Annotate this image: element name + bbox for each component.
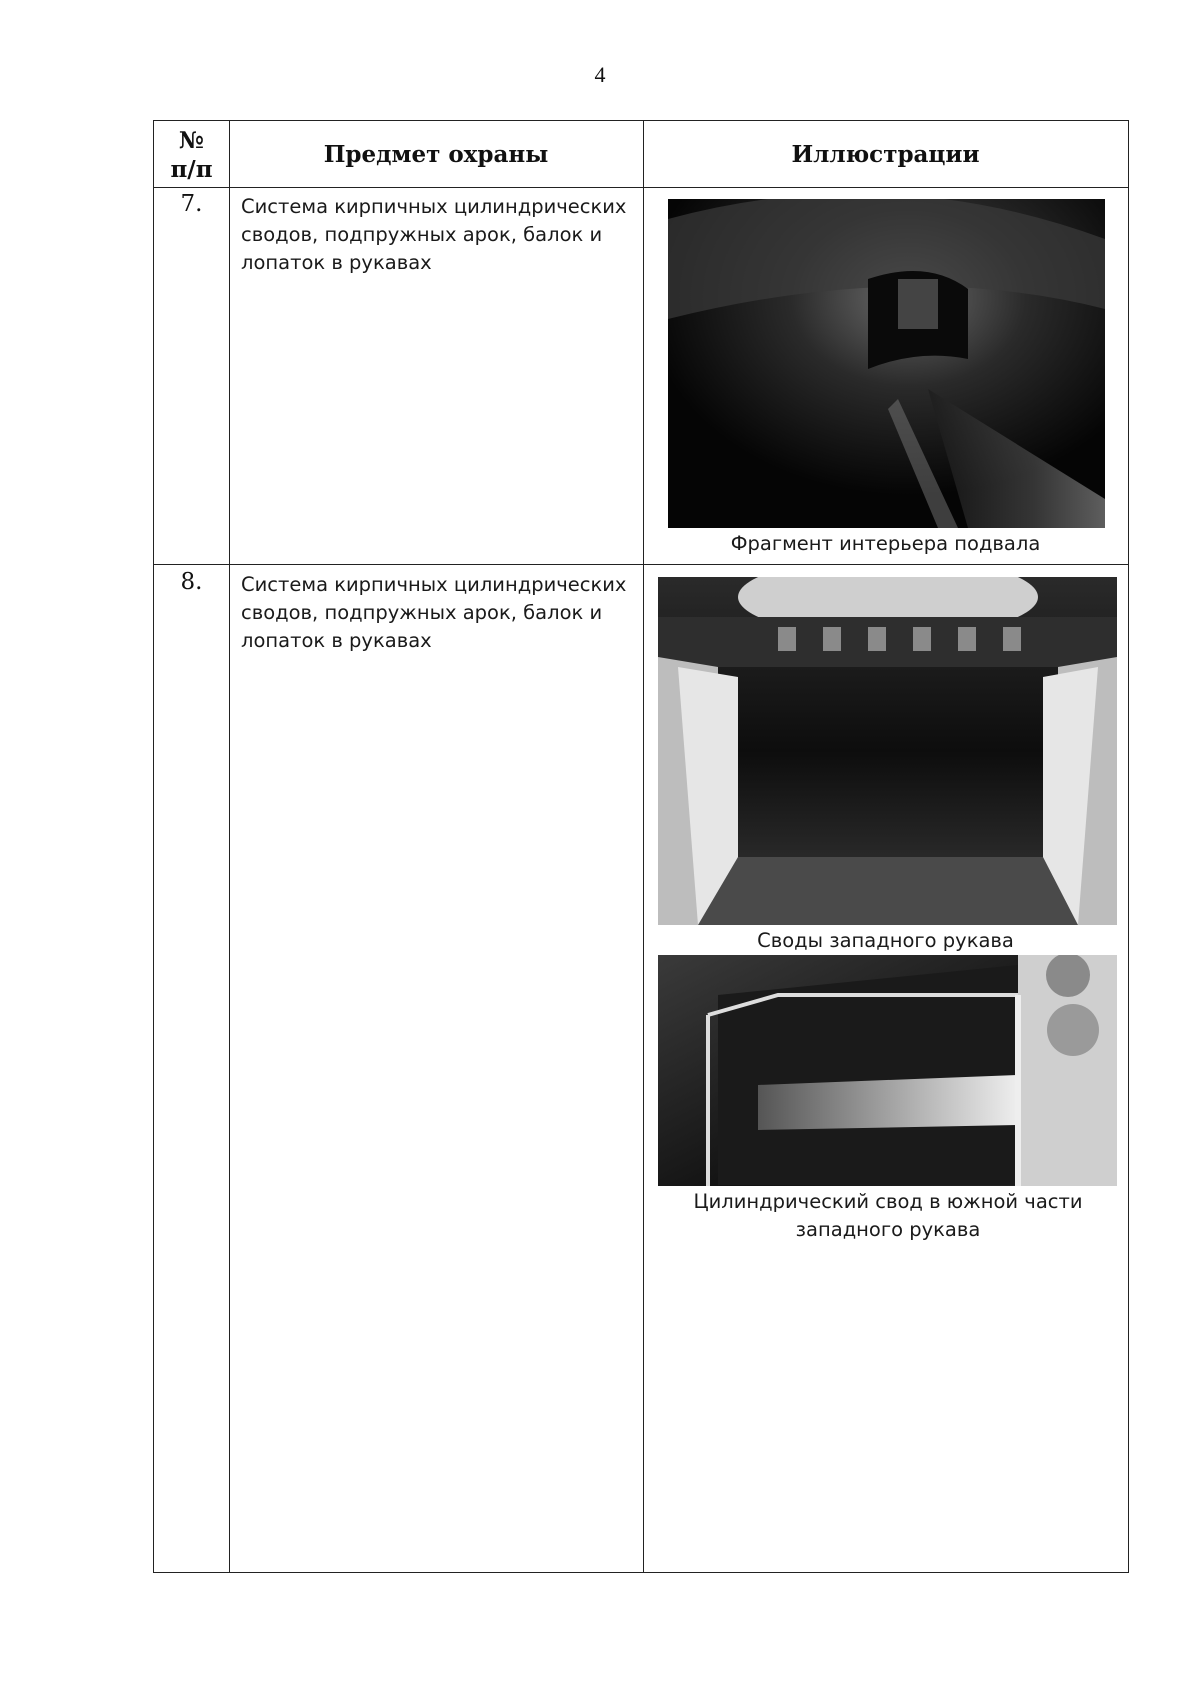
header-subject: Предмет охраны <box>323 141 549 168</box>
row-number: 7. <box>180 191 203 217</box>
protection-table <box>153 120 1129 1573</box>
header-number-line1: № <box>179 127 204 154</box>
page-number: 4 <box>594 62 606 87</box>
header-illustrations: Иллюстрации <box>791 141 980 168</box>
header-number <box>154 126 229 184</box>
photo-caption: Своды западного рукава <box>757 929 1014 952</box>
column-divider <box>229 121 230 1572</box>
row-number: 8. <box>180 569 203 595</box>
photo-southern-vault <box>658 955 1117 1186</box>
photo-caption: Цилиндрический свод в южной части западного рукава <box>693 1190 1083 1241</box>
photo-caption: Фрагмент интерьера подвала <box>730 532 1041 555</box>
column-divider <box>643 121 644 1572</box>
header-divider <box>154 187 1128 188</box>
row-description: Система кирпичных цилиндрических сводов, подпружных арок, балок и лопаток в рукавах <box>241 195 627 274</box>
row-description: Система кирпичных цилиндрических сводов, подпружных арок, балок и лопаток в рукавах <box>241 573 627 652</box>
row-divider <box>154 564 1128 565</box>
photo-basement-interior <box>668 199 1105 528</box>
header-number-line2: п/п <box>170 156 213 183</box>
photo-western-wing-vaults <box>658 577 1117 925</box>
